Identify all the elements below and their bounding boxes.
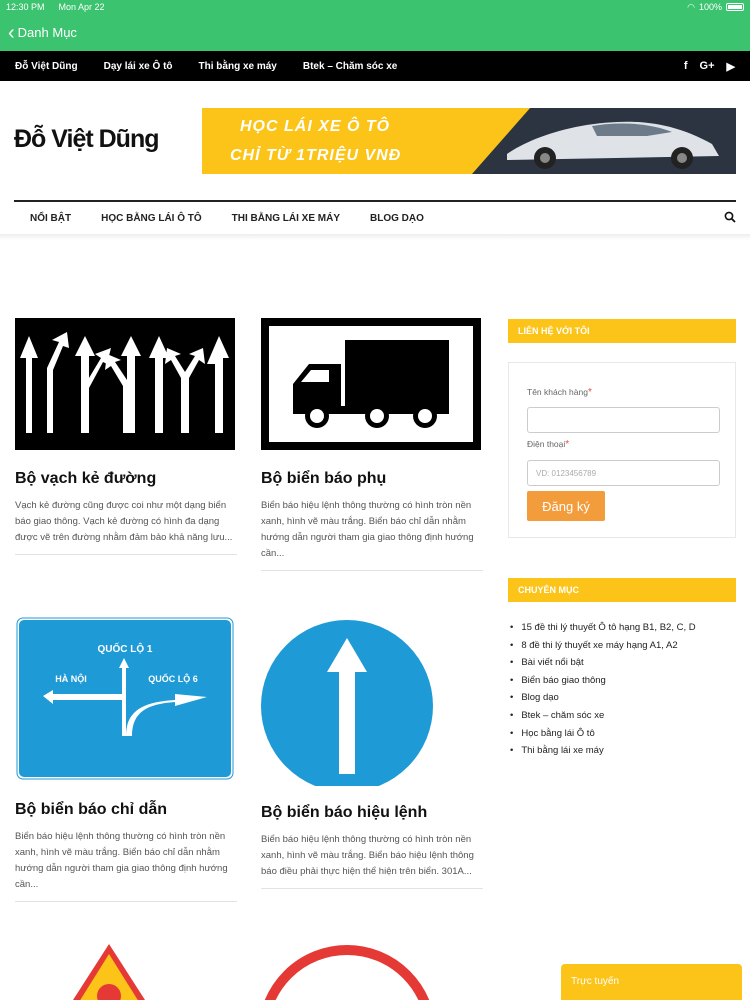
category-item[interactable]: • 15 đề thi lý thuyết Ô tô hạng B1, B2, C, D: [510, 622, 696, 640]
post-excerpt: Biển báo hiệu lệnh thông thường có hình tròn nền xanh, hình vẽ màu trắng. Biển báo chỉ dẫn nhằm hướng dẫn người tham gia giao thông định hướng cần...: [261, 500, 474, 559]
status-date: Mon Apr 22: [58, 2, 105, 12]
category-item[interactable]: • Thi bằng lái xe máy: [510, 745, 696, 763]
post-thumbnail[interactable]: [261, 318, 481, 450]
banner-line1: HỌC LÁI XE Ô TÔ: [240, 118, 391, 135]
nav-shadow: [0, 234, 750, 240]
chevron-left-icon: ‹: [8, 21, 15, 44]
topbar-link-btek[interactable]: Btek – Chăm sóc xe: [302, 60, 398, 72]
phone-input[interactable]: VD: 0123456789: [527, 460, 720, 486]
battery-percent: 100%: [698, 2, 722, 12]
divider: [15, 554, 237, 555]
nav-item-moto-license[interactable]: THI BẰNG LÁI XE MÁY: [231, 212, 341, 224]
categories-widget-title: CHUYÊN MỤC: [508, 578, 736, 602]
lane-arrows-image: [15, 318, 235, 450]
post-title[interactable]: Bộ biển báo hiệu lệnh: [261, 804, 428, 821]
contact-widget-title: LIÊN HỆ VỚI TÔI: [508, 319, 736, 343]
app-navbar: [0, 14, 750, 51]
category-item[interactable]: • Btek – chăm sóc xe: [510, 710, 696, 728]
live-chat-tab[interactable]: Trực tuyến: [561, 964, 742, 1000]
post-title[interactable]: Bộ biển báo chỉ dẫn: [15, 801, 168, 818]
status-bar: [0, 0, 750, 14]
prohibition-sign-partial-image: [262, 944, 432, 1000]
battery-icon: [726, 3, 744, 11]
topbar-link-car[interactable]: Dạy lái xe Ô tô: [103, 60, 173, 72]
site-logo[interactable]: Đỗ Việt Dũng: [14, 125, 159, 153]
post-card[interactable]: [261, 318, 483, 571]
youtube-icon[interactable]: ▶: [726, 60, 735, 73]
category-item[interactable]: • Biển báo giao thông: [510, 675, 696, 693]
divider: [261, 888, 483, 889]
divider: [15, 901, 237, 902]
phone-label: Điện thoại*: [527, 439, 570, 450]
name-input[interactable]: [527, 407, 720, 433]
nav-item-blog[interactable]: BLOG DẠO: [370, 212, 424, 224]
category-item[interactable]: • Blog dạo: [510, 692, 696, 710]
main-nav: [14, 200, 736, 234]
post-excerpt: Biển báo hiệu lệnh thông thường có hình tròn nền xanh, hình vẽ màu trắng. Biển báo chỉ dẫn nhằm hướng dẫn người tham gia giao thông định hướng cần...: [15, 831, 228, 890]
category-item[interactable]: • Bài viết nổi bật: [510, 657, 696, 675]
category-list: [510, 622, 696, 763]
post-thumbnail[interactable]: [15, 616, 235, 781]
straight-ahead-sign-image: [261, 616, 481, 786]
warning-sign-partial-image: [64, 944, 154, 1000]
nav-item-featured[interactable]: NỔI BẬT: [30, 212, 72, 224]
post-title[interactable]: Bộ vạch kẻ đường: [15, 470, 157, 487]
post-excerpt: Vạch kẻ đường cũng được coi như một dạng biển báo giao thông. Vạch kẻ đường có hình đa dạng được vẽ trên đường nhằm đảm bảo khả năng lưu...: [15, 500, 233, 543]
banner-line2: CHỈ TỪ 1TRIỆU VNĐ: [230, 147, 402, 164]
sign-label-right: QUỐC LỘ 6: [148, 674, 198, 684]
register-button[interactable]: Đăng ký: [527, 491, 605, 521]
contact-form: [508, 362, 736, 538]
post-card[interactable]: [15, 616, 237, 902]
sign-label-left: HÀ NỘI: [55, 674, 87, 684]
site-topbar: [0, 51, 750, 81]
promo-banner[interactable]: [202, 108, 736, 174]
car-image: [497, 112, 727, 172]
post-thumbnail[interactable]: [15, 318, 235, 450]
topbar-link-home[interactable]: Đỗ Việt Dũng: [15, 60, 78, 72]
google-plus-icon[interactable]: G+: [699, 60, 715, 72]
facebook-icon[interactable]: f: [683, 60, 688, 72]
search-icon[interactable]: [724, 211, 736, 226]
category-item[interactable]: • Học bằng lái Ô tô: [510, 728, 696, 746]
direction-sign-image: [15, 616, 235, 781]
name-label: Tên khách hàng*: [527, 387, 592, 398]
post-card[interactable]: [15, 318, 237, 555]
divider: [261, 570, 483, 571]
post-excerpt: Biển báo hiệu lệnh thông thường có hình tròn nền xanh, hình vẽ màu trắng. Biển báo hiệu lệnh thông báo điều phải thực hiện thể hiện trên biển. 301A...: [261, 834, 474, 877]
back-button[interactable]: [8, 23, 77, 43]
post-card[interactable]: [261, 616, 483, 889]
back-label: Danh Mục: [17, 25, 77, 40]
post-title[interactable]: Bộ biển báo phụ: [261, 470, 387, 487]
topbar-link-moto[interactable]: Thi bằng xe máy: [198, 60, 277, 72]
category-item[interactable]: • 8 đề thi lý thuyết xe máy hạng A1, A2: [510, 640, 696, 658]
sign-label-top: QUỐC LỘ 1: [97, 644, 153, 655]
nav-item-car-license[interactable]: HỌC BẰNG LÁI Ô TÔ: [101, 212, 202, 224]
wifi-icon: ◠: [687, 1, 695, 12]
post-thumbnail[interactable]: [261, 616, 481, 786]
status-time: 12:30 PM: [6, 2, 45, 12]
truck-sign-image: [261, 318, 481, 450]
